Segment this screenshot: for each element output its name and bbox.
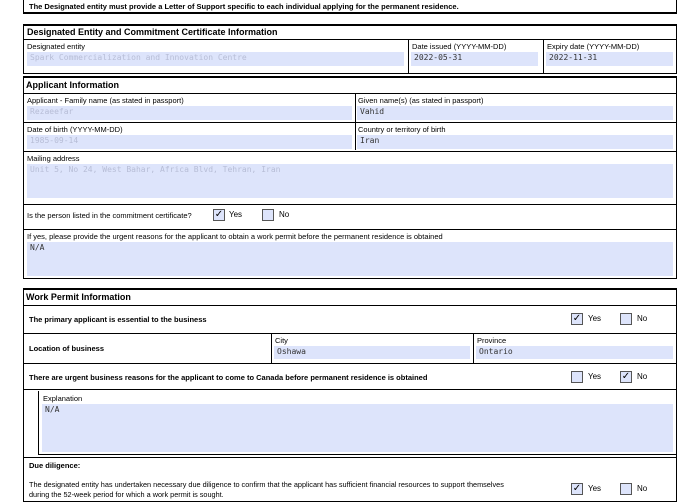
province-field[interactable]: Ontario: [476, 346, 673, 359]
due-diligence-text-2: during the 52-week period for which a work permit is sought.: [29, 490, 224, 499]
designated-entity-field[interactable]: Spark Commercialization and Innovation Centre: [27, 52, 404, 66]
urgent-yes-checkbox[interactable]: [571, 371, 583, 383]
due-diligence-text-1: The designated entity has undertaken necessary due diligence to confirm that the applicant has sufficient financial resources to support themselves: [29, 480, 504, 489]
due-diligence-label: Due diligence:: [29, 461, 81, 470]
urgent-yes-label: Yes: [588, 372, 602, 381]
given-name-label: Given name(s) (as stated in passport): [358, 96, 484, 105]
row-divider: [23, 229, 677, 230]
row-divider: [23, 93, 677, 94]
listed-no-label: No: [279, 210, 290, 219]
listed-no-checkbox[interactable]: [262, 209, 274, 221]
row-divider: [23, 122, 677, 123]
listed-question: Is the person listed in the commitment certificate?: [27, 211, 192, 220]
urgent-reasons-field[interactable]: N/A: [27, 242, 673, 276]
family-name-field[interactable]: Rezaeefar: [27, 106, 352, 120]
essential-question: The primary applicant is essential to the business: [29, 315, 207, 324]
col-divider: [543, 39, 544, 74]
essential-yes-checkbox[interactable]: ✓: [572, 313, 582, 324]
due-yes-checkbox[interactable]: ✓: [572, 483, 582, 494]
urgent-business-question: There are urgent business reasons for the applicant to come to Canada before permanent residence is obtained: [29, 373, 428, 382]
country-label: Country or territory of birth: [358, 125, 446, 134]
urgent-no-label: No: [637, 372, 648, 381]
mailing-address-field[interactable]: Unit 5, No 24, West Bahar, Africa Blvd, Tehran, Iran: [27, 164, 673, 198]
date-issued-label: Date issued (YYYY-MM-DD): [412, 42, 507, 51]
dob-field[interactable]: 1985-09-14: [27, 135, 352, 149]
due-yes-label: Yes: [588, 484, 602, 493]
family-name-label: Applicant - Family name (as stated in passport): [27, 96, 184, 105]
city-field[interactable]: Oshawa: [274, 346, 470, 359]
province-label: Province: [477, 336, 507, 345]
date-issued-field[interactable]: 2022-05-31: [411, 52, 538, 66]
col-divider: [271, 333, 272, 363]
expiry-date-label: Expiry date (YYYY-MM-DD): [547, 42, 640, 51]
explanation-field[interactable]: N/A: [42, 404, 673, 452]
city-label: City: [275, 336, 288, 345]
location-label: Location of business: [29, 344, 105, 353]
mailing-address-label: Mailing address: [27, 154, 80, 163]
section-title: Designated Entity and Commitment Certificate Information: [27, 27, 278, 37]
row-divider: [23, 389, 677, 390]
notice-text: The Designated entity must provide a Letter of Support specific to each individual applying for the permanent residence.: [29, 2, 459, 11]
given-name-field[interactable]: Vahid: [357, 106, 673, 120]
section-title: Work Permit Information: [26, 292, 131, 302]
essential-yes-label: Yes: [588, 314, 602, 323]
row-divider: [23, 363, 677, 364]
notice-banner: [23, 0, 677, 14]
section-title: Applicant Information: [26, 80, 119, 90]
row-divider: [23, 333, 677, 334]
row-divider: [23, 204, 677, 205]
urgent-reasons-label: If yes, please provide the urgent reasons for the applicant to obtain a work permit before the permanent residence is obtained: [27, 232, 443, 241]
col-divider: [408, 39, 409, 74]
urgent-no-checkbox[interactable]: ✓: [621, 371, 631, 382]
row-divider: [23, 305, 677, 306]
essential-no-checkbox[interactable]: [620, 313, 632, 325]
due-no-label: No: [637, 484, 648, 493]
explanation-label: Explanation: [43, 394, 83, 403]
expiry-date-field[interactable]: 2022-11-31: [546, 52, 673, 66]
col-divider: [473, 333, 474, 363]
row-divider: [23, 457, 677, 458]
listed-yes-label: Yes: [229, 210, 243, 219]
dob-label: Date of birth (YYYY-MM-DD): [27, 125, 123, 134]
essential-no-label: No: [637, 314, 648, 323]
listed-yes-checkbox[interactable]: ✓: [214, 209, 224, 220]
designated-entity-label: Designated entity: [27, 42, 85, 51]
row-divider: [23, 39, 677, 40]
row-divider: [23, 151, 677, 152]
country-field[interactable]: Iran: [357, 135, 673, 149]
due-no-checkbox[interactable]: [620, 483, 632, 495]
